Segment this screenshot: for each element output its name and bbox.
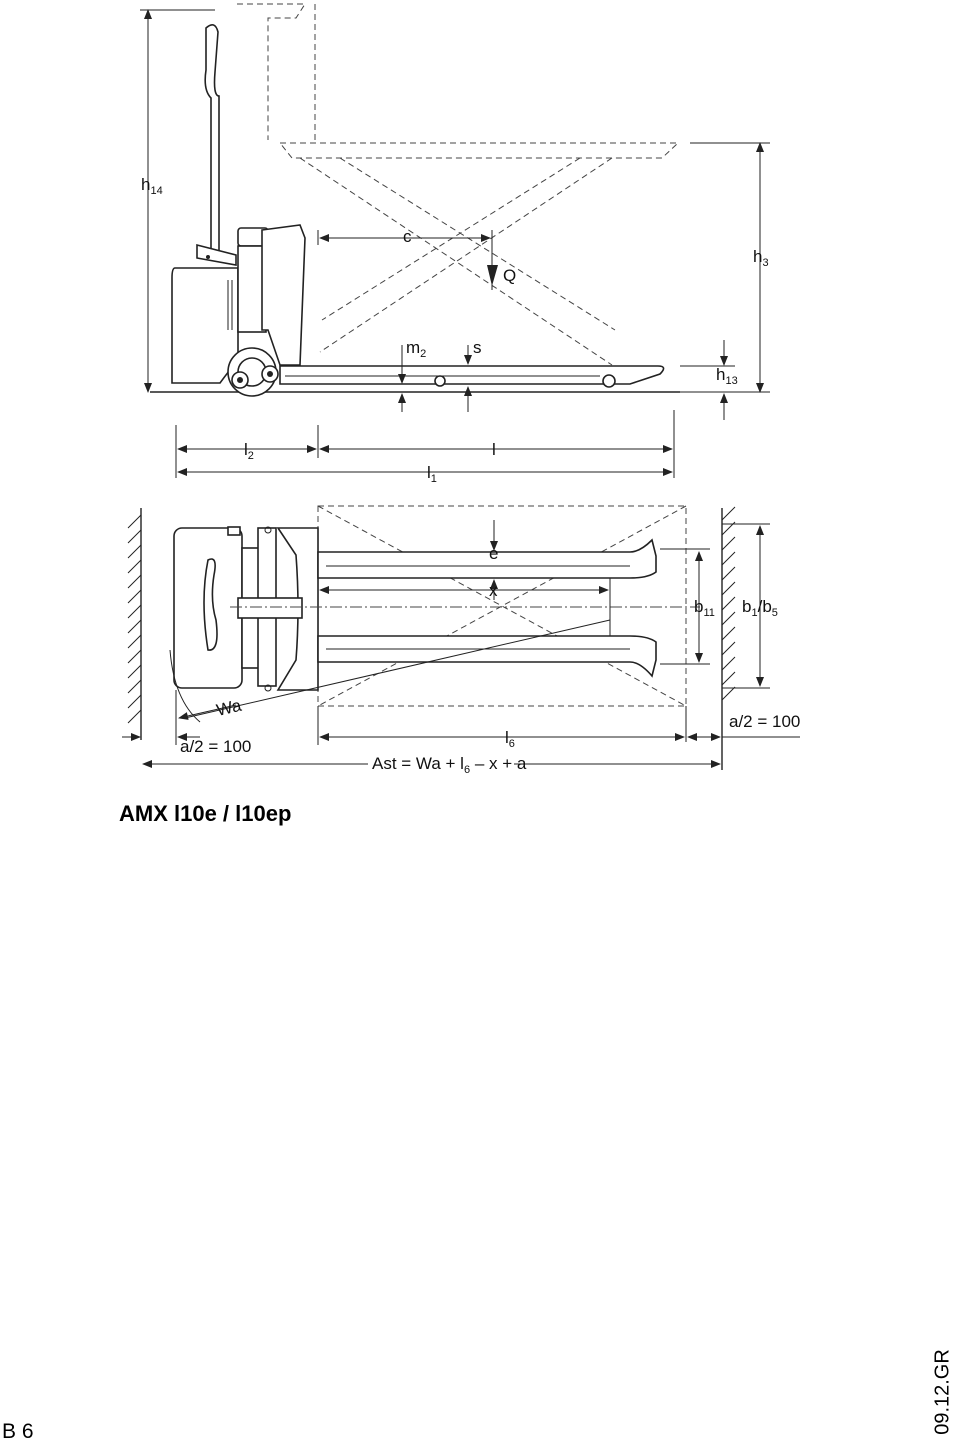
l2-label: l: [244, 440, 248, 459]
s-label: s: [473, 338, 482, 357]
svg-text:h3: $h_3$: [753, 247, 769, 269]
svg-text:h14: $h_{14}$: [141, 175, 163, 197]
h14-label: h: [141, 175, 151, 194]
a2-right-label: a/2 = 100: [729, 712, 801, 731]
load-arrow: [487, 265, 516, 286]
forks-top: [318, 540, 656, 676]
ast-formula: Ast = Wa + l: [372, 754, 464, 773]
Q-label: Q: [503, 266, 517, 285]
b11-label: b: [694, 597, 704, 616]
l1-label: l: [427, 463, 431, 482]
l6-label: l: [505, 728, 509, 747]
svg-text:l2: $l_2$: [244, 440, 254, 462]
svg-text:m2: $m_2$: [406, 338, 427, 360]
m2-label: m: [406, 338, 421, 357]
page-id: B 6: [2, 1420, 34, 1443]
svg-text:Ast = Wa + l6 – x + a: Ast = $Wa + l_6 - x + a$: [372, 754, 527, 776]
h13-dimension: [680, 340, 738, 420]
b1b5-label: b: [742, 597, 752, 616]
l6-dimension: [318, 706, 684, 750]
tiller-handle: [197, 25, 236, 265]
drive-unit-top: [174, 527, 318, 691]
h3-label: h: [753, 247, 763, 266]
h13-label: h: [716, 365, 726, 384]
side-view: [140, 4, 770, 485]
e-label: e: [489, 544, 499, 563]
load-outline: [318, 506, 686, 706]
c-label: c: [403, 227, 412, 246]
left-wall: [128, 508, 141, 740]
raised-platform-outline: [237, 4, 678, 365]
document-date: 09.12.GR: [931, 1349, 954, 1435]
Wa-label: Wa: [214, 695, 244, 720]
a2-left-label: a/2 = 100: [180, 737, 252, 756]
svg-text:b1/b5: $b_1/b_5$: [742, 597, 778, 619]
x-label: x: [489, 581, 498, 600]
a2-right-dimension: [686, 706, 800, 742]
b1b5-dimension: [722, 524, 778, 688]
svg-text:l6: $l_6$: [505, 728, 515, 750]
model-title: AMX l10e / l10ep: [119, 801, 292, 826]
svg-text:l1: $l_1$: [427, 463, 437, 485]
l-label: l: [492, 440, 496, 459]
b11-dimension: [660, 549, 715, 664]
c-dimension: [318, 227, 492, 290]
fork-side: [280, 366, 664, 387]
drive-wheel: [228, 348, 278, 396]
top-view: [122, 506, 800, 776]
h3-dimension: [680, 143, 770, 392]
svg-text:b11: $b_{11}$: [694, 597, 715, 619]
svg-text:h13: $h_{13}$: [716, 365, 738, 387]
length-dimensions: [176, 410, 674, 485]
